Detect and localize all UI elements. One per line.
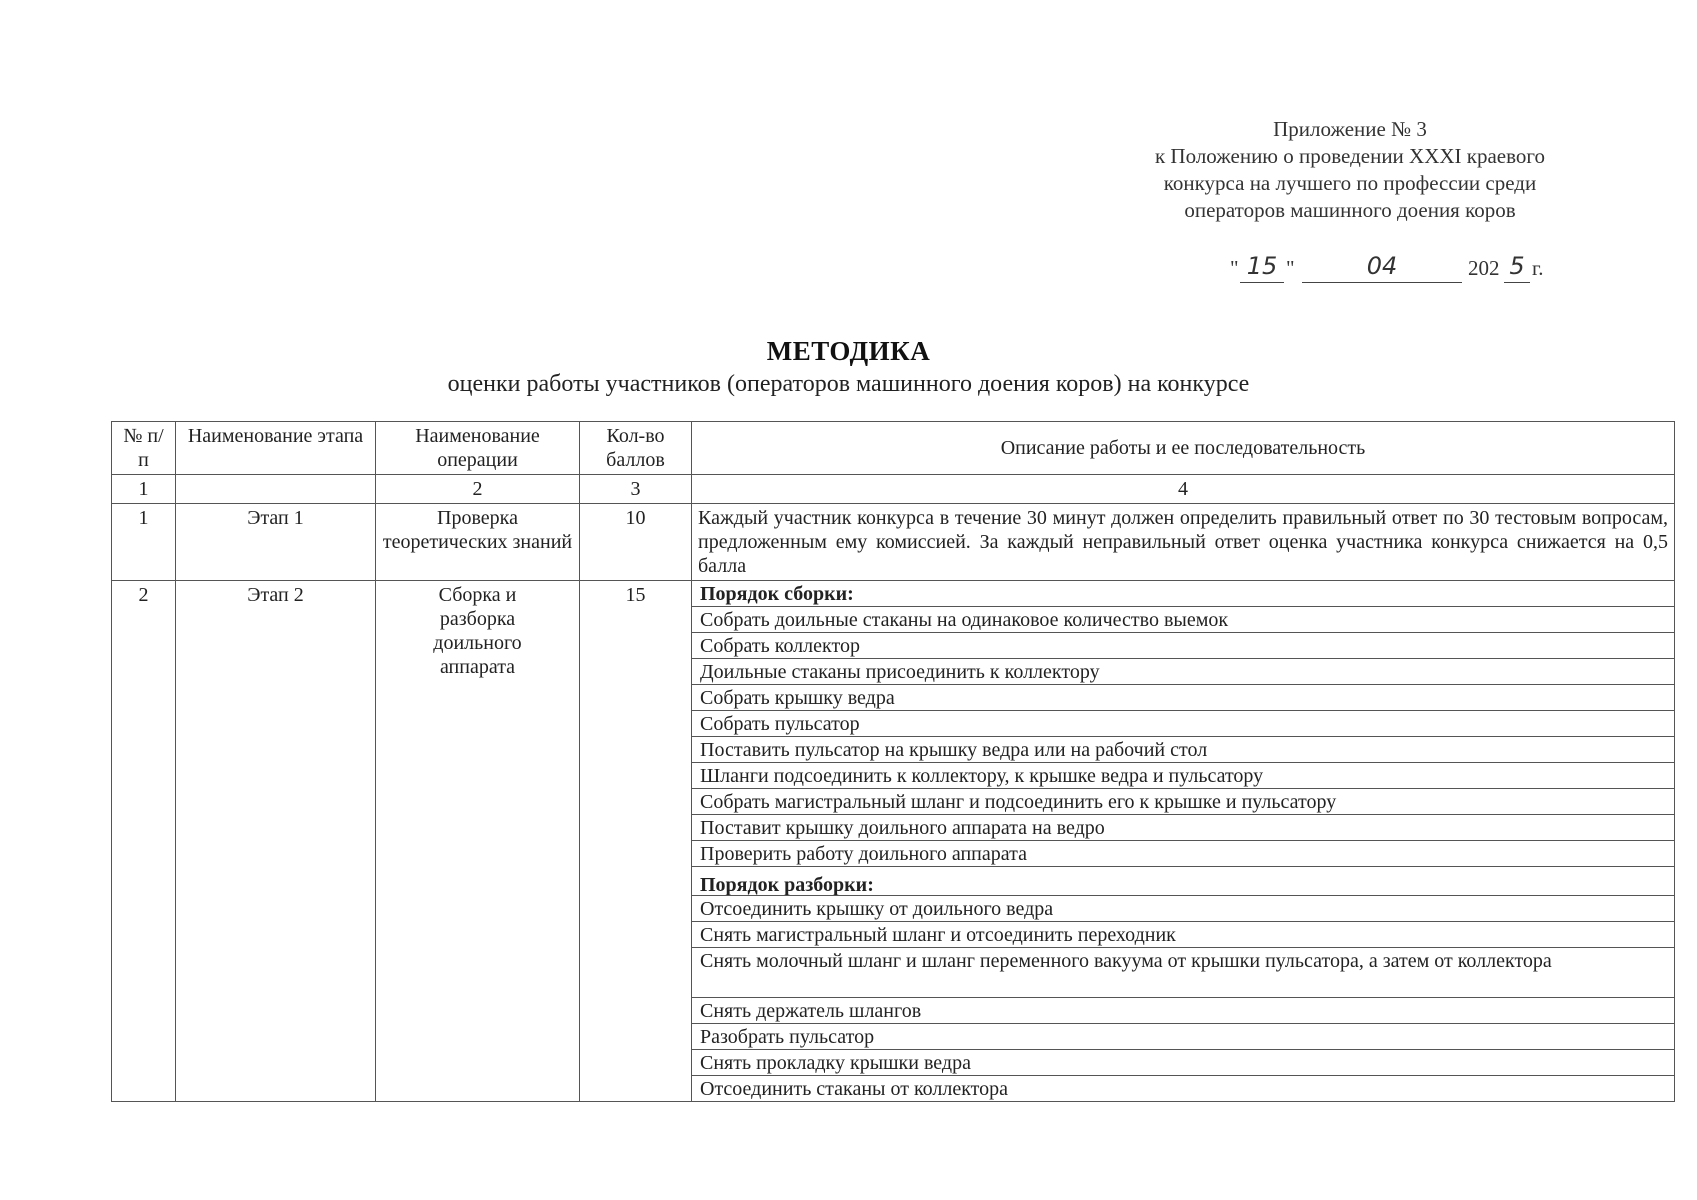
row1-num: 1 (112, 504, 176, 581)
list-item: Собрать магистральный шланг и подсоединить его к крышке и пульсатору (692, 789, 1674, 815)
assembly-title: Порядок сборки: (692, 581, 1674, 607)
date-quote-open: " (1230, 256, 1239, 280)
list-item: Собрать доильные стаканы на одинаковое количество выемок (692, 607, 1674, 633)
header-points: Кол-во баллов (580, 422, 692, 475)
list-item: Собрать пульсатор (692, 711, 1674, 737)
list-item: Снять магистральный шланг и отсоединить переходник (692, 922, 1674, 948)
list-item: Собрать крышку ведра (692, 685, 1674, 711)
table-row (112, 581, 1675, 1102)
list-item: Снять держатель шлангов (692, 998, 1674, 1024)
list-item: Разобрать пульсатор (692, 1024, 1674, 1050)
list-item: Собрать коллектор (692, 633, 1674, 659)
date-day: 15 (1240, 252, 1284, 283)
document-title: МЕТОДИКА (766, 336, 931, 366)
disassembly-title: Порядок разборки: (692, 867, 1674, 896)
index-cell-1: 1 (112, 475, 176, 504)
date-year-digit: 5 (1504, 252, 1530, 283)
list-item: Доильные стаканы присоединить к коллектору (692, 659, 1674, 685)
date-quote-close: " (1286, 256, 1295, 280)
appendix-line-2: к Положению о проведении XXXI краевого (1154, 144, 1545, 168)
row2-stage: Этап 2 (176, 581, 376, 1102)
list-item: Поставит крышку доильного аппарата на ведро (692, 815, 1674, 841)
table-header-row (112, 422, 1675, 475)
approval-date (1220, 252, 1550, 286)
index-cell-5: 4 (692, 475, 1675, 504)
appendix-line-3: конкурса на лучшего по профессии среди (1163, 171, 1537, 195)
list-item: Поставить пульсатор на крышку ведра или на рабочий стол (692, 737, 1674, 763)
document-subtitle: оценки работы участников (операторов машинного доения коров) на конкурсе (447, 371, 1250, 397)
list-item: Шланги подсоединить к коллектору, к крышке ведра и пульсатору (692, 763, 1674, 789)
index-cell-2 (176, 475, 376, 504)
header-stage: Наименование этапа (176, 422, 376, 475)
appendix-line-4: операторов машинного доения коров (1184, 198, 1516, 222)
index-cell-4: 3 (580, 475, 692, 504)
list-item: Проверить работу доильного аппарата (692, 841, 1674, 867)
appendix-line-1: Приложение № 3 (1273, 117, 1427, 141)
row2-operation: Сборка и разборка доильного аппарата (376, 581, 580, 1102)
list-item: Отсоединить стаканы от коллектора (700, 1078, 1009, 1100)
date-month: 04 (1302, 252, 1462, 283)
appendix-header (1100, 116, 1600, 224)
list-item: Снять молочный шланг и шланг переменного вакуума от крышки пульсатора, а затем от коллектора (692, 948, 1674, 998)
list-item: Снять прокладку крышки ведра (692, 1050, 1674, 1076)
header-operation: Наименование операции (376, 422, 580, 475)
table-row (112, 504, 1675, 581)
row2-points: 15 (580, 581, 692, 1102)
date-year-prefix: 202 (1468, 256, 1500, 280)
row2-description (692, 581, 1675, 1102)
row1-operation: Проверка теоретических знаний (376, 504, 580, 581)
row1-description: Каждый участник конкурса в течение 30 минут должен определить правильный ответ по 30 тестовым вопросам, предложенным ему комиссией. За каждый неправильный ответ оценка участника конкурса снижается на 0,5 балла (692, 504, 1675, 581)
row2-num: 2 (112, 581, 176, 1102)
list-item: Отсоединить крышку от доильного ведра (692, 896, 1674, 922)
date-suffix: г. (1532, 256, 1544, 280)
row1-points: 10 (580, 504, 692, 581)
header-description: Описание работы и ее последовательность (692, 422, 1675, 475)
row1-stage: Этап 1 (176, 504, 376, 581)
header-num: № п/п (112, 422, 176, 475)
index-cell-3: 2 (376, 475, 580, 504)
table-index-row (112, 475, 1675, 504)
methodology-table (111, 421, 1675, 1102)
